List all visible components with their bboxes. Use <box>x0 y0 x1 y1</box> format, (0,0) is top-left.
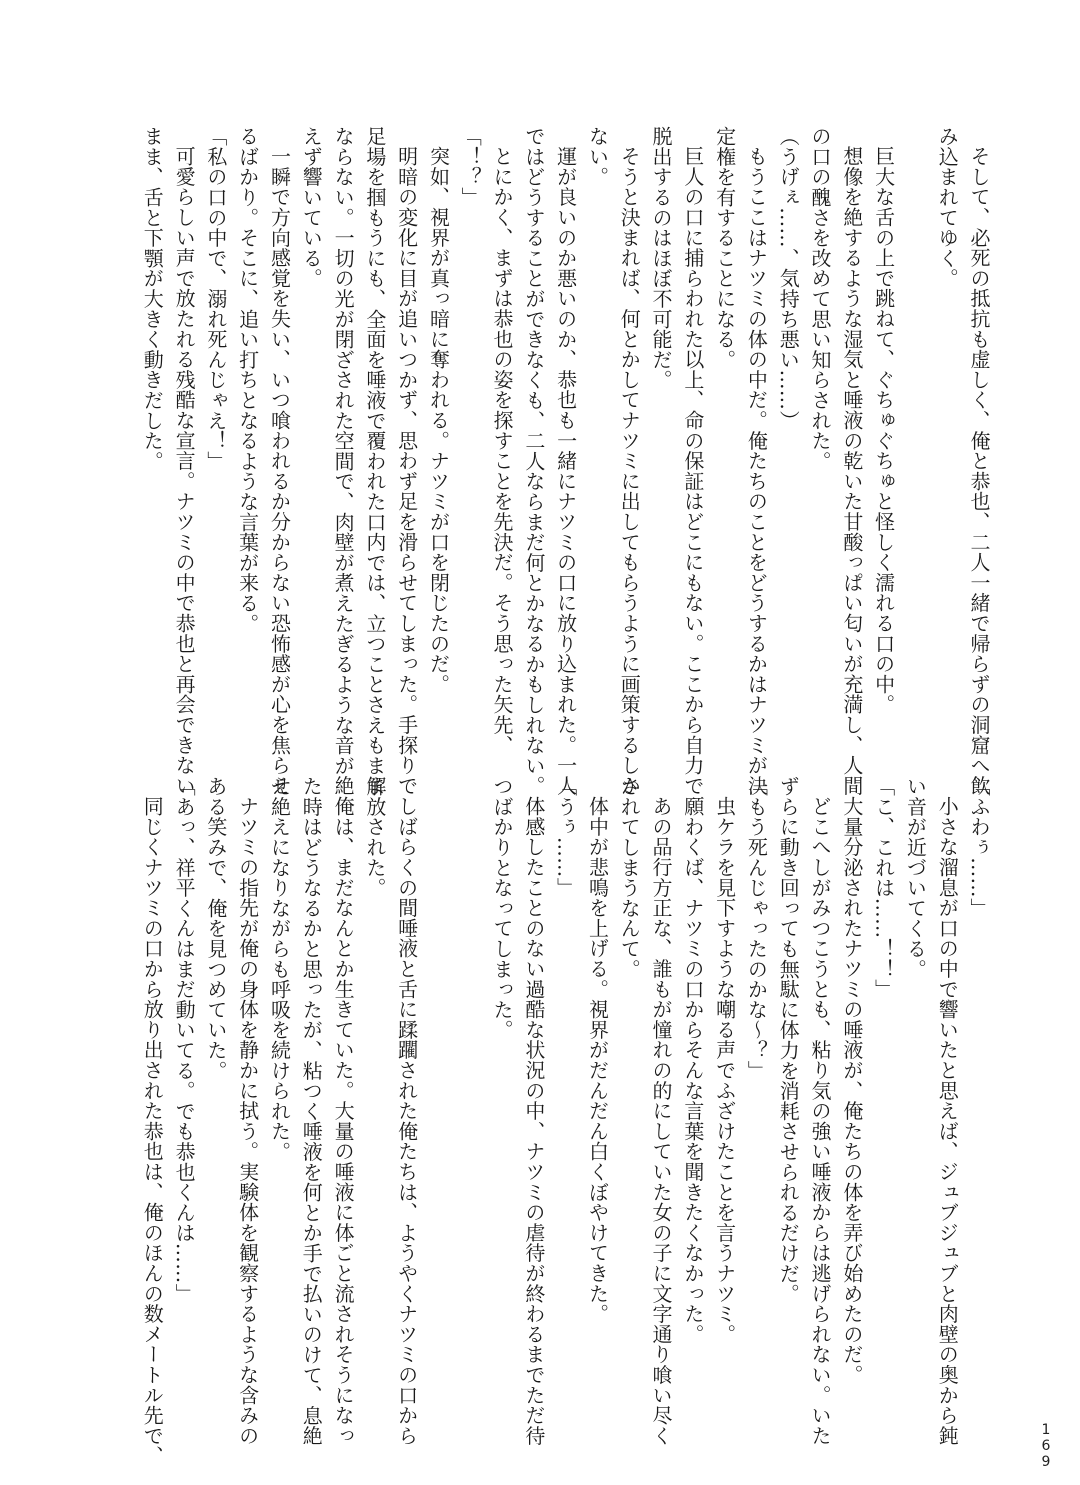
text-line: もうここはナツミの体の中だ。俺たちのことをどうするかはナツミが決 <box>744 146 769 796</box>
text-line: 解放された。 <box>362 776 387 898</box>
text-line: 願わくば、ナツミの口からそんな言葉を聞きたくなかった。 <box>680 796 705 1345</box>
text-line: そして、必死の抵抗も虚しく、俺と恭也、二人一緒で帰らずの洞窟へ飲 <box>967 146 991 796</box>
text-line: 「あっ、祥平くんはまだ動いてる。でも恭也くんは……」 <box>172 776 197 1304</box>
text-line: されてしまうなんて。 <box>617 776 642 979</box>
text-line: 脱出するのはほぼ不可能だ。 <box>649 126 674 390</box>
text-line: 巨人の口に捕らわれた以上、命の保証はどこにもない。ここから自力で <box>680 146 705 796</box>
text-line: い音が近づいてくる。 <box>903 776 928 979</box>
text-block-upper <box>140 126 994 796</box>
text-line: 虫ケラを見下すような嘲る声でふざけたことを言うナツミ。 <box>712 796 737 1345</box>
text-line: そうと決まれば、何とかしてナツミに出してもらうように画策するしか <box>617 146 642 796</box>
text-line <box>453 776 485 1376</box>
text-line: 明暗の変化に目が追いつかず、思わず足を滑らせてしまった。手探りで <box>394 146 419 796</box>
text-line: 巨大な舌の上で跳ねて、ぐちゅぐちゅと怪しく濡れる口の中。 <box>871 146 896 715</box>
text-line: 足場を掴もうにも、全面を唾液で覆われた口内では、立つことさえもまま <box>362 126 387 796</box>
text-line: 「もう死んじゃったのかな〜？」 <box>744 776 769 1081</box>
text-line: 体中が悲鳴を上げる。視界がだんだん白くぼやけてきた。 <box>585 796 610 1324</box>
text-line: ずらに動き回っても無駄に体力を消耗させられるだけだ。 <box>776 776 801 1304</box>
text-line: 想像を絶するような湿気と唾液の乾いた甘酸っぱい匂いが充満し、人間 <box>839 146 864 796</box>
text-line: 大量分泌されたナツミの唾液が、俺たちの体を弄び始めたのだ。 <box>839 796 864 1385</box>
text-line: え絶えになりながらも呼吸を続けられた。 <box>267 776 292 1162</box>
text-line: るばかり。そこに、追い打ちとなるような言葉が来る。 <box>235 126 260 634</box>
text-line: 小さな溜息が口の中で響いたと思えば、ジュブジュブと肉壁の奥から鈍 <box>935 796 960 1446</box>
text-line: 運が良いのか悪いのか、恭也も一緒にナツミの口に放り込まれた。一人 <box>553 146 578 796</box>
text-line: ある笑みで、俺を見つめていた。 <box>203 776 228 1081</box>
text-line: み込まれてゆく。 <box>935 126 960 289</box>
text-line <box>422 776 454 1376</box>
text-line: 突如、視界が真っ暗に奪われる。ナツミが口を閉じたのだ。 <box>426 146 451 695</box>
text-line: ナツミの指先が俺の身体を静かに拭う。実験体を観察するような含みの <box>235 796 260 1446</box>
text-line: ではどうすることができなくも、二人ならまだ何とかなるかもしれない。 <box>521 126 546 796</box>
text-line: の口の醜さを改めて思い知らされた。 <box>808 126 833 472</box>
text-line: ない。 <box>585 126 610 187</box>
text-line: （うげぇ……、気持ち悪い……） <box>776 126 801 431</box>
text-line: 定権を有することになる。 <box>712 126 737 370</box>
text-line: 一瞬で方向感覚を失い、いつ喰われるか分からない恐怖感が心を焦らせ <box>267 146 292 796</box>
text-line: つばかりとなってしまった。 <box>490 776 515 1040</box>
text-line: まま、舌と下顎が大きく動きだした。 <box>140 126 165 472</box>
text-block-lower <box>140 776 994 1466</box>
text-line: 「こ、これは……！！」 <box>871 776 896 1000</box>
text-line: とにかく、まずは恭也の姿を探すことを先決だ。そう思った矢先、 <box>490 146 515 755</box>
text-line: どこへしがみつこうとも、粘り気の強い唾液からは逃げられない。いた <box>808 796 833 1446</box>
text-line: 俺は、まだなんとか生きていた。大量の唾液に体ごと流されそうになっ <box>331 796 356 1446</box>
text-line: あの品行方正な、誰もが憧れの的にしていた女の子に文字通り喰い尽く <box>649 796 674 1446</box>
text-line: 「！？」 <box>458 126 483 208</box>
text-line: 体感したことのない過酷な状況の中、ナツミの虐待が終わるまでただ待 <box>521 796 546 1446</box>
text-line <box>899 126 931 716</box>
text-line: えず響いている。 <box>299 126 324 289</box>
text-line: ならない。一切の光が閉ざされた空間で、肉壁が煮えたぎるような音が絶 <box>331 126 356 796</box>
text-line: 「ふわぅ……」 <box>967 776 991 919</box>
text-line: 同じくナツミの口から放り出された恭也は、俺のほんの数メートル先で、 <box>140 796 165 1466</box>
text-line: 「私の口の中で、溺れ死んじゃえ！」 <box>203 126 228 472</box>
text-line: 「うぅ……」 <box>553 776 578 898</box>
text-line: た時はどうなるかと思ったが、粘つく唾液を何とか手で払いのけて、息絶 <box>299 776 324 1446</box>
text-line: しばらくの間唾液と舌に蹂躙された俺たちは、ようやくナツミの口から <box>394 796 419 1446</box>
text-line: 可愛らしい声で放たれる残酷な宣言。ナツミの中で恭也と再会できない <box>172 146 197 796</box>
page-number: 169 <box>1038 1422 1054 1470</box>
